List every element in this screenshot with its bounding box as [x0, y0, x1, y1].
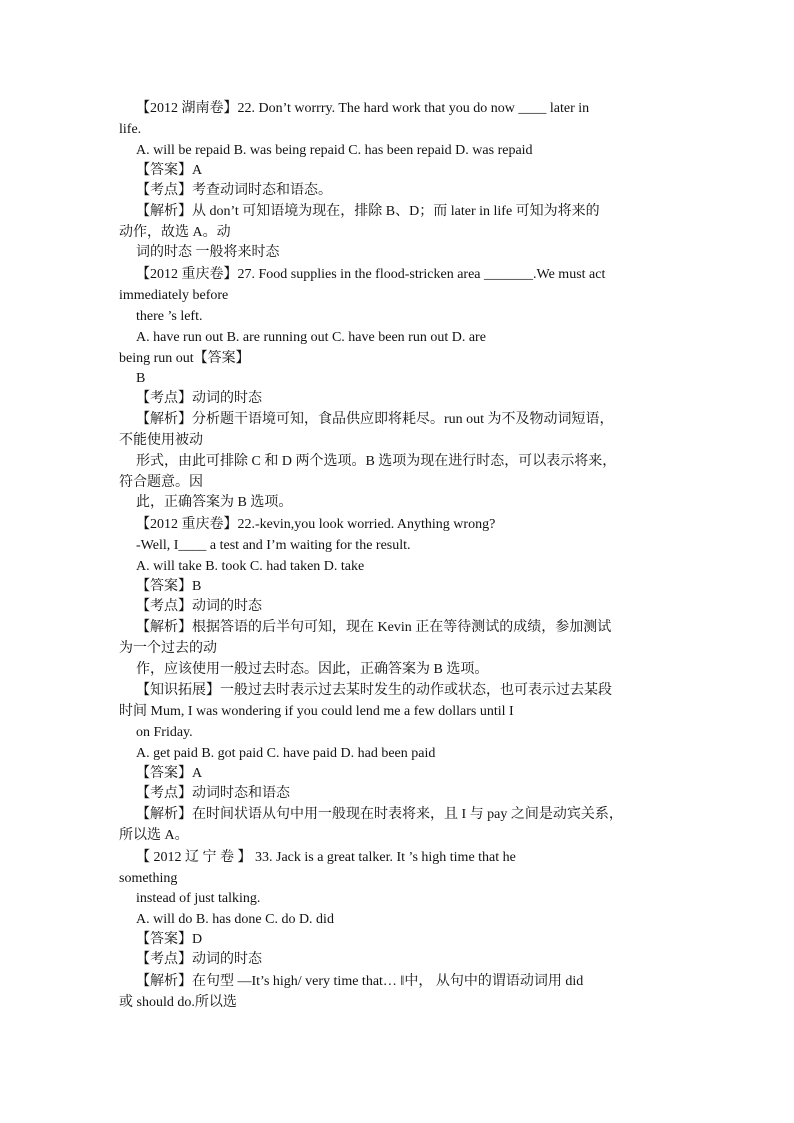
q1-topic: 【考点】考查动词时态和语态。: [136, 183, 332, 198]
q3-stem-cont: -Well, I____ a test and I’m waiting for the result.: [136, 538, 411, 553]
q3-analysis-cont: 为一个过去的动: [119, 641, 217, 656]
q4-stem-cont: on Friday.: [136, 725, 193, 740]
q3-stem: 【2012 重庆卷】22.-kevin,you look worried. Anything wrong?: [136, 517, 496, 532]
q2-analysis-end: 此，正确答案为 B 选项。: [136, 495, 293, 510]
q2-analysis-cont: 不能使用被动: [119, 433, 203, 448]
q4-answer: 【答案】A: [136, 766, 203, 781]
q2-answer: B: [136, 371, 146, 386]
q3-answer: 【答案】B: [136, 579, 202, 594]
q5-answer: 【答案】D: [136, 932, 203, 947]
q5-stem-end: instead of just talking.: [136, 891, 261, 906]
q4-analysis: 【解析】在时间状语从句中用一般现在时表将来，且 I 与 pay 之间是动宾关系，: [136, 807, 623, 822]
q1-stem: 【2012 湖南卷】22. Don’t worrry. The hard work that you do now ____ later in: [136, 101, 590, 116]
q1-answer: 【答案】A: [136, 163, 203, 178]
q1-stem-cont: life.: [119, 122, 142, 137]
q3-extension: 【知识拓展】一般过去时表示过去某时发生的动作或状态，也可表示过去某段: [136, 683, 612, 698]
q3-options: A. will take B. took C. had taken D. take: [136, 559, 365, 574]
q2-stem-end: there ’s left.: [136, 309, 203, 324]
q1-analysis-cont: 动作，故选 A。动: [119, 225, 231, 240]
q2-analysis: 【解析】分析题干语境可知，食品供应即将耗尽。run out 为不及物动词短语，: [136, 412, 614, 427]
q4-options: A. get paid B. got paid C. have paid D. had been paid: [136, 746, 436, 761]
q4-analysis-cont: 所以选 A。: [119, 828, 189, 843]
q1-options: A. will be repaid B. was being repaid C. has been repaid D. was repaid: [136, 143, 533, 158]
q3-topic: 【考点】动词的时态: [136, 599, 262, 614]
q2-analysis-cont3: 符合题意。因: [119, 475, 203, 490]
q5-stem-cont: something: [119, 871, 178, 886]
q4-topic: 【考点】动词时态和语态: [136, 786, 290, 801]
q5-topic: 【考点】动词的时态: [136, 952, 262, 967]
q1-analysis: 【解析】从 don’t 可知语境为现在，排除 B、D；而 later in life 可知为将来的: [136, 204, 600, 219]
q2-stem: 【2012 重庆卷】27. Food supplies in the flood-stricken area _______.We must act: [136, 267, 606, 282]
q5-analysis: 【解析】在句型 —It’s high/ very time that… ‖中， 从句中的谓语动词用 did: [136, 974, 584, 989]
q5-analysis-cont: 或 should do.所以选: [119, 995, 237, 1010]
q2-analysis-cont2: 形式，由此可排除 C 和 D 两个选项。B 选项为现在进行时态，可以表示将来，: [136, 454, 617, 469]
q2-options: A. have run out B. are running out C. have been run out D. are: [136, 330, 486, 345]
q3-analysis-end: 作，应该使用一般过去时态。因此，正确答案为 B 选项。: [136, 662, 489, 677]
q2-stem-cont: immediately before: [119, 288, 229, 303]
q2-topic: 【考点】动词的时态: [136, 391, 262, 406]
q4-stem: 时间 Mum, I was wondering if you could lend me a few dollars until I: [119, 704, 514, 719]
q3-analysis: 【解析】根据答语的后半句可知，现在 Kevin 正在等待测试的成绩，参加测试: [136, 620, 612, 635]
q2-options-cont: being run out【答案】: [119, 351, 250, 366]
q5-options: A. will do B. has done C. do D. did: [136, 912, 334, 927]
q1-analysis-end: 词的时态 一般将来时态: [136, 245, 280, 260]
q5-stem: 【 2012 辽 宁 卷 】 33. Jack is a great talker. It ’s high time that he: [136, 850, 516, 865]
